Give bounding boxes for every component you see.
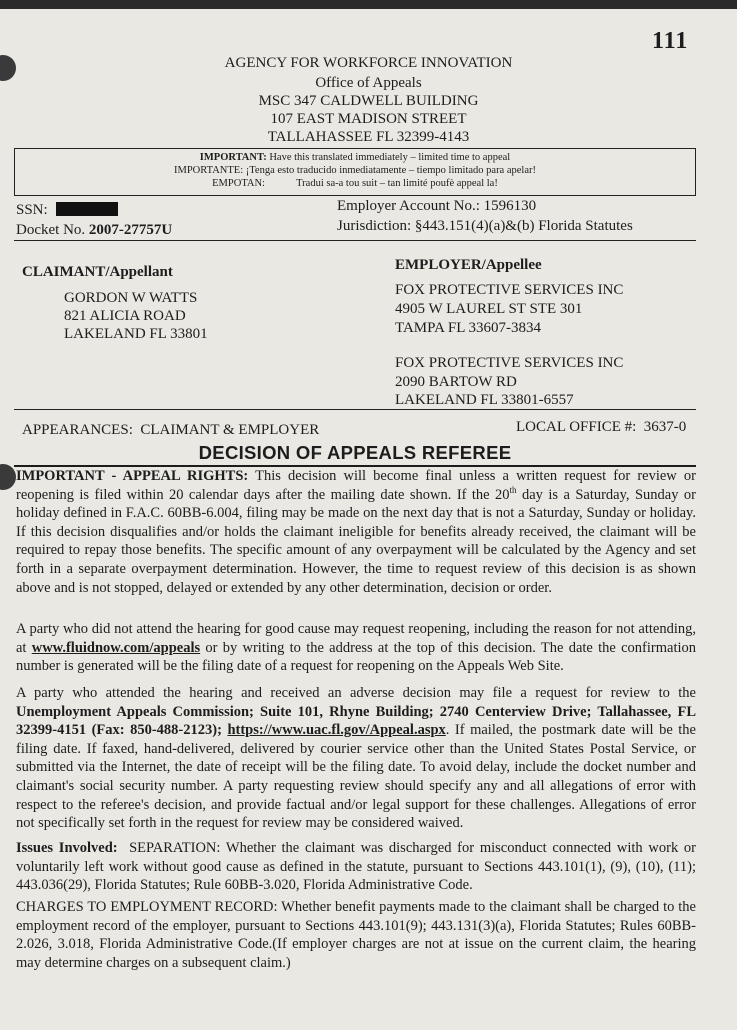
issues-text: SEPARATION: Whether the claimant was discharged for misconduct connected with work or voluntarily left work without good cause as defined in the statute, pursuant to Sections 443.101(1), (9), (10), (11); 443.036(29), Florida Statutes; Rule 60BB-3.020, Florida Administrative Code. bbox=[16, 840, 697, 894]
employer2-street: 2090 BARTOW RD bbox=[395, 374, 517, 390]
claimant-city: LAKELAND FL 33801 bbox=[64, 326, 208, 342]
review-paragraph bbox=[16, 684, 696, 833]
case-divider bbox=[14, 240, 696, 241]
city-address: TALLAHASSEE FL 32399-4143 bbox=[267, 129, 470, 145]
decision-title: DECISION OF APPEALS REFEREE bbox=[14, 441, 696, 467]
review-text-b: . If mailed, the postmark date will be the filing date. If faxed, hand-delivered, delivered by courier service other than the United States Postal Service, or submitted via the Internet, the date of receipt will be the filing date. To avoid delay, include the docket number and claimant's social security number. A party requesting review should specify any and all allegations of error with respect to the referee's decision, and provide factual and/or legal support for these challenges. Allegations of error not specifically set forth in the request for review may be considered waived. bbox=[16, 722, 696, 832]
notice-label-ht: EMPOTAN: bbox=[212, 178, 265, 189]
issues-lead: Issues Involved: bbox=[16, 840, 118, 856]
charges-paragraph bbox=[16, 898, 696, 972]
page-number: 111 bbox=[652, 28, 689, 54]
street-address: 107 EAST MADISON STREET bbox=[270, 111, 467, 127]
appeal-rights-text-b: day is a Saturday, Sunday or holiday defined in F.A.C. 60BB-6.004, filing may be made on the next day that is not a Saturday, Sunday or holiday. If this decision disqualifies and/or holds the claimant ineligible for benefits already received, the claimant will be required to repay those benefits. The specific amount of any overpayment will be calculated by the Agency and set forth in a separate overpayment determination. However, the time to request review of this decision is as shown above and is not stopped, delayed or extended by any other determination, decision or order. bbox=[16, 486, 696, 596]
appearances-field bbox=[22, 421, 319, 439]
translation-notice bbox=[14, 148, 696, 196]
ssn-field bbox=[16, 201, 118, 219]
ssn-label: SSN: bbox=[16, 202, 48, 218]
commission-address: Unemployment Appeals Commission; Suite 101, Rhyne Building; 2740 Centerview Drive; Tallahassee, FL 32399-4151 (Fax: 850-488-2123); bbox=[16, 703, 696, 739]
office-name: Office of Appeals bbox=[315, 75, 422, 91]
employer-heading: EMPLOYER/Appellee bbox=[395, 257, 542, 273]
ssn-redaction bbox=[56, 202, 118, 216]
review-text-a: A party who attended the hearing and received an adverse decision may file a request for review to the bbox=[16, 685, 696, 701]
building-name: MSC 347 CALDWELL BUILDING bbox=[258, 93, 479, 109]
appeal-rights-lead: IMPORTANT - APPEAL RIGHTS: bbox=[16, 468, 249, 484]
notice-text-ht: Tradui sa-a tou suit – tan limité poufè appeal la! bbox=[296, 178, 498, 189]
local-office-number: 3637-0 bbox=[643, 419, 687, 435]
employer-account-number: 1596130 bbox=[483, 198, 537, 214]
appeal-rights-text-a: This decision will become final unless a written request for review or reopening is filed within 20 calendar days after the mailing date shown. If the 20 bbox=[16, 468, 696, 503]
notice-label-es: IMPORTANTE: bbox=[174, 165, 244, 176]
employer1-street: 4905 W LAUREL ST STE 301 bbox=[395, 301, 583, 317]
notice-text-es: ¡Tenga esto traducido inmediatamente – tiempo limitado para apelar! bbox=[245, 165, 536, 176]
docket-field bbox=[16, 221, 172, 239]
docket-number: 2007-27757U bbox=[88, 222, 173, 238]
employer1-name: FOX PROTECTIVE SERVICES INC bbox=[395, 282, 624, 298]
agency-name: AGENCY FOR WORKFORCE INNOVATION bbox=[224, 55, 513, 71]
notice-text-en: Have this translated immediately – limited time to appeal bbox=[269, 152, 511, 163]
scan-top-edge bbox=[0, 0, 737, 9]
claimant-heading: CLAIMANT/Appellant bbox=[22, 264, 173, 280]
reopening-text-a: A party who did not attend the hearing for good cause may request reopening, including the reason for not attending, at bbox=[16, 621, 696, 656]
employer-account-field bbox=[337, 197, 536, 215]
uac-appeal-link[interactable]: https://www.uac.fl.gov/Appeal.aspx bbox=[227, 722, 446, 739]
employer2-name: FOX PROTECTIVE SERVICES INC bbox=[395, 355, 624, 371]
claimant-street: 821 ALICIA ROAD bbox=[64, 308, 186, 324]
docket-label: Docket No. bbox=[16, 222, 86, 238]
jurisdiction-value: §443.151(4)(a)&(b) Florida Statutes bbox=[414, 218, 633, 234]
employer2-city: LAKELAND FL 33801-6557 bbox=[395, 392, 574, 408]
reopening-text-b: or by writing to the address at the top of this decision. The date the confirmation number is generated will be the filing date of a request for reopening on the Appeals Web Site. bbox=[16, 639, 696, 675]
jurisdiction-label: Jurisdiction: bbox=[337, 218, 412, 234]
notice-label-en: IMPORTANT: bbox=[199, 152, 267, 163]
ordinal-suffix: th bbox=[509, 484, 517, 495]
issues-paragraph bbox=[16, 839, 696, 895]
charges-text: CHARGES TO EMPLOYMENT RECORD: Whether benefit payments made to the claimant shall be charged to the employment record of the employer, pursuant to Sections 443.101(9); 443.131(3)(a), Florida Statutes; Rules 60BB-2.026, 3.018, Florida Administrative Code.(If employer charges are not at issue on the current claim, the hearing may determine charges on a subsequent claim.) bbox=[16, 899, 696, 971]
local-office-label: LOCAL OFFICE #: bbox=[516, 419, 637, 435]
appearances-label: APPEARANCES: bbox=[22, 422, 133, 438]
reopening-paragraph bbox=[16, 620, 696, 676]
appearances-value: CLAIMANT & EMPLOYER bbox=[140, 422, 320, 438]
jurisdiction-field bbox=[337, 217, 633, 235]
punch-hole-middle bbox=[0, 464, 16, 490]
claimant-name: GORDON W WATTS bbox=[64, 290, 198, 306]
employer1-city: TAMPA FL 33607-3834 bbox=[395, 320, 542, 336]
parties-divider bbox=[14, 409, 696, 410]
fluidnow-appeals-link[interactable]: www.fluidnow.com/appeals bbox=[31, 639, 201, 656]
employer-account-label: Employer Account No.: bbox=[337, 198, 480, 214]
appeal-rights-paragraph bbox=[16, 467, 696, 597]
local-office-field bbox=[516, 418, 686, 436]
